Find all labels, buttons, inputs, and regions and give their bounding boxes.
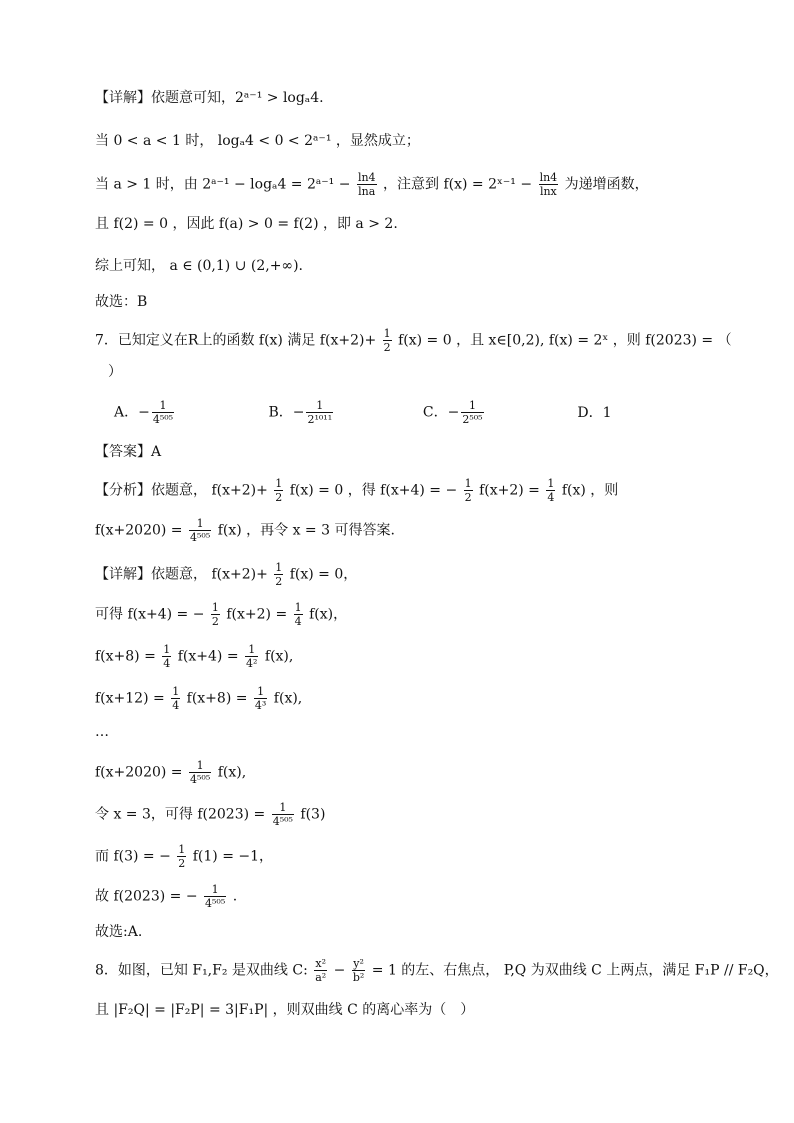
detail-tag: 【详解】 [95,90,151,106]
option-b: B．− $\frac{1}{\text{2¹⁰¹¹}}$ [268,399,333,426]
q7-options [114,400,727,425]
option-a: A．− $\frac{1}{\text{4⁵⁰⁵}}$ [114,399,174,426]
q7-detail-line-10: 故选:A. [95,924,143,940]
q6-detail-line-2: 当 0 < a < 1 时， logₐ4 < 0 < 2ᵃ⁻¹ ，显然成立； [95,133,420,149]
option-d: D．1 [577,404,612,421]
q7-analysis-line-1: 【分析】依题意， f(x+2)+ $\frac{1}{2}$ f(x) = 0 ，得 f(x+4) = − $\frac{1}{2}$ f(x+2) = $\frac{1}{4}$ f(x) ，则 [95,477,619,504]
q8-stem-line-2: 且 |F₂Q| = |F₂P| = 3|F₁P| ，则双曲线 C 的离心率为（ ） [95,1002,475,1018]
q7-analysis-line-2: f(x+2020) = $\frac{1}{\text{4⁵⁰⁵}}$ f(x) ，再令 x = 3 可得答案. [95,517,395,544]
fraction: $\frac{1}{2}$ [383,327,391,354]
q6-detail-line-6: 故选：B [95,294,148,310]
q7-detail-line-2: 可得 f(x+4) = − $\frac{1}{2}$ f(x+2) = $\frac{1}{4}$ f(x)， [95,601,348,628]
q7-detail-line-3: f(x+8) = $\frac{1}{4}$ f(x+4) = $\frac{1}{\text{4²}}$ f(x), [95,643,294,670]
q7-stem-close: ） [108,364,122,380]
q7-detail-line-5: … [95,724,109,740]
q7-answer: 【答案】A [95,444,162,460]
q7-detail-line-1: 【详解】依题意， f(x+2)+ $\frac{1}{2}$ f(x) = 0， [95,561,358,588]
q6-detail-line-1: 【详解】依题意可知，2ᵃ⁻¹ > logₐ4. [95,90,324,106]
q6-detail-line-3: 当 a > 1 时，由 2ᵃ⁻¹ − logₐ4 = 2ᵃ⁻¹ − $\frac{\ln 4}{\ln a}$ ，注意到 f(x) = 2ˣ⁻¹ − $\frac{\ln 4}{\ln x}$ 为递增函数， [95,171,649,198]
fraction: $\frac{\ln 4}{\ln a}$ [357,171,376,198]
q7-detail-line-4: f(x+12) = $\frac{1}{4}$ f(x+8) = $\frac{1}{\text{4³}}$ f(x), [95,685,303,712]
q6-detail-line-4: 且 f(2) = 0 ，因此 f(a) > 0 = f(2) ，即 a > 2. [95,216,398,232]
q7-detail-line-7: 令 x = 3，可得 f(2023) = $\frac{1}{\text{4⁵⁰⁵}}$ f(3) [95,801,326,828]
q7-detail-line-9: 故 f(2023) = − $\frac{1}{\text{4⁵⁰⁵}}$ . [95,883,238,910]
q7-detail-line-6: f(x+2020) = $\frac{1}{\text{4⁵⁰⁵}}$ f(x), [95,759,247,786]
q7-detail-line-8: 而 f(3) = − $\frac{1}{2}$ f(1) = −1， [95,843,274,870]
option-c: C．− $\frac{1}{\text{2⁵⁰⁵}}$ [422,399,483,426]
q6-detail-line-5: 综上可知， a ∈ (0,1) ∪ (2,+∞). [95,258,304,274]
q7-stem: 7．已知定义在R上的函数 f(x) 满足 f(x+2)+ $\frac{1}{2}$ f(x) = 0 ，且 x∈[0,2), f(x) = 2ˣ ，则 f(2023) = （ [95,327,732,354]
fraction: $\frac{\ln 4}{\ln x}$ [539,171,558,198]
q8-stem-line-1: 8．如图，已知 F₁,F₂ 是双曲线 C: $\frac{\text{x²}}{\text{a²}}$ − $\frac{\text{y²}}{\text{b²}}$ = 1 的左、右焦点， P,Q 为双曲线 C 上两点，满足 F₁P // F₂Q， [95,957,779,984]
